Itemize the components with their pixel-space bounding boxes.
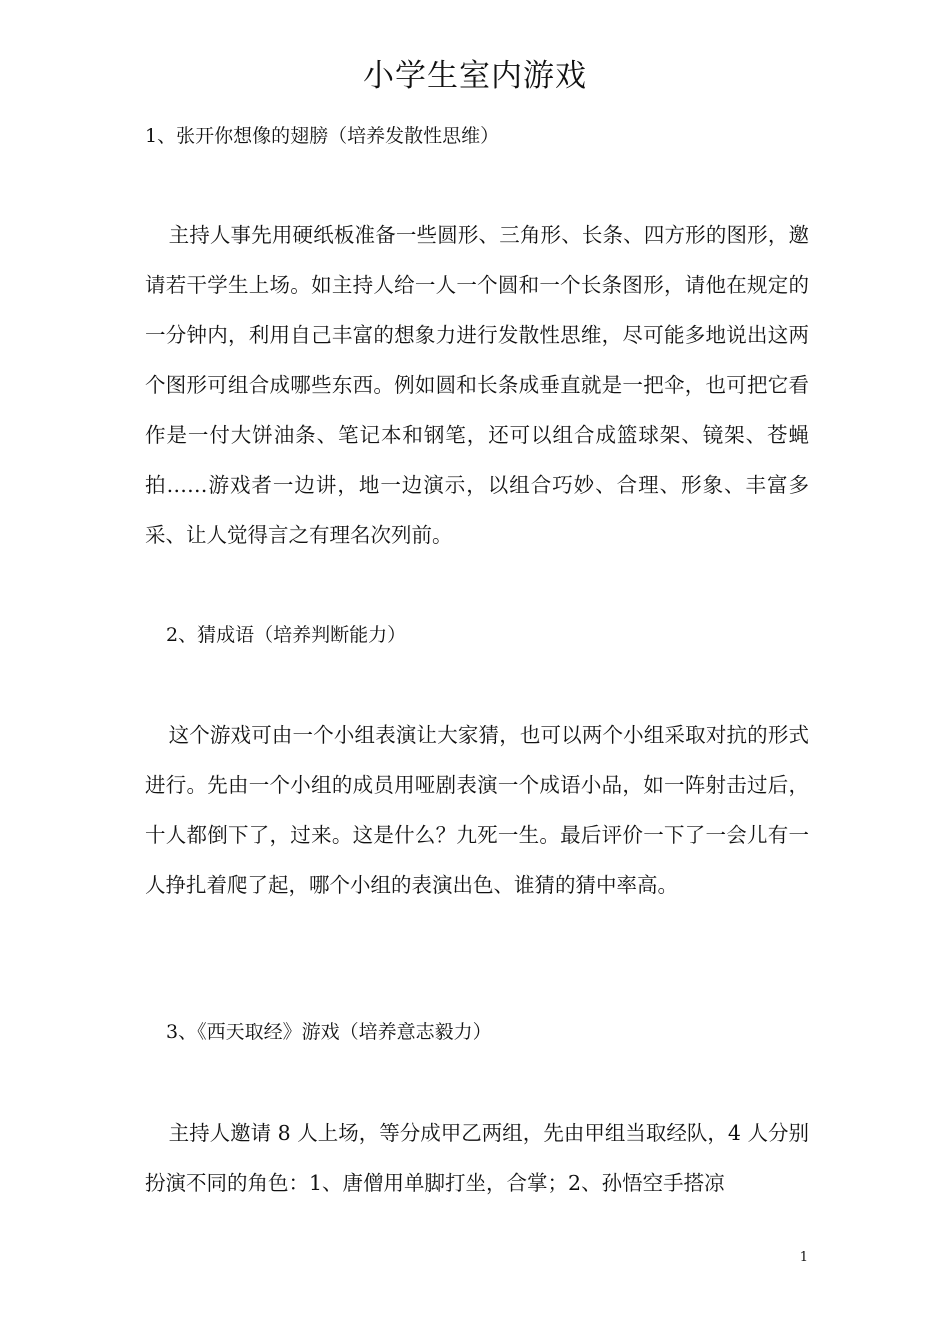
section-body-2: 这个游戏可由一个小组表演让大家猜，也可以两个小组采取对抗的形式进行。先由一个小组的成员用哑剧表演一个成语小品，如一阵射击过后，十人都倒下了，过来。这是什么？九死一生。最后评价一下了一会儿有一人挣扎着爬了起，哪个小组的表演出色、谁猜的猜中率高。 <box>145 723 809 897</box>
section-heading-3: 3、《西天取经》游戏（培养意志毅力） <box>166 1021 492 1043</box>
document-title: 小学生室内游戏 <box>363 58 587 94</box>
section-heading-1: 1、张开你想像的翅膀（培养发散性思维） <box>145 125 500 147</box>
page-number: 1 <box>799 1250 808 1265</box>
section-heading-2: 2、猜成语（培养判断能力） <box>166 624 407 646</box>
section-body-1: 主持人事先用硬纸板准备一些圆形、三角形、长条、四方形的图形，邀请若干学生上场。如主持人给一人一个圆和一个长条图形，请他在规定的一分钟内，利用自己丰富的想象力进行发散性思维，尽可能多地说出这两个图形可组合成哪些东西。例如圆和长条成垂直就是一把伞，也可把它看作是一付大饼油条、笔记本和钢笔，还可以组合成篮球架、镜架、苍蝇拍……游戏者一边讲，地一边演示，以组合巧妙、合理、形象、丰富多采、让人觉得言之有理名次列前。 <box>145 223 809 547</box>
section-body-3: 主持人邀请 8 人上场，等分成甲乙两组，先由甲组当取经队，4 人分别扮演不同的角色：1、唐僧用单脚打坐，合掌；2、孙悟空手搭凉 <box>145 1121 809 1195</box>
